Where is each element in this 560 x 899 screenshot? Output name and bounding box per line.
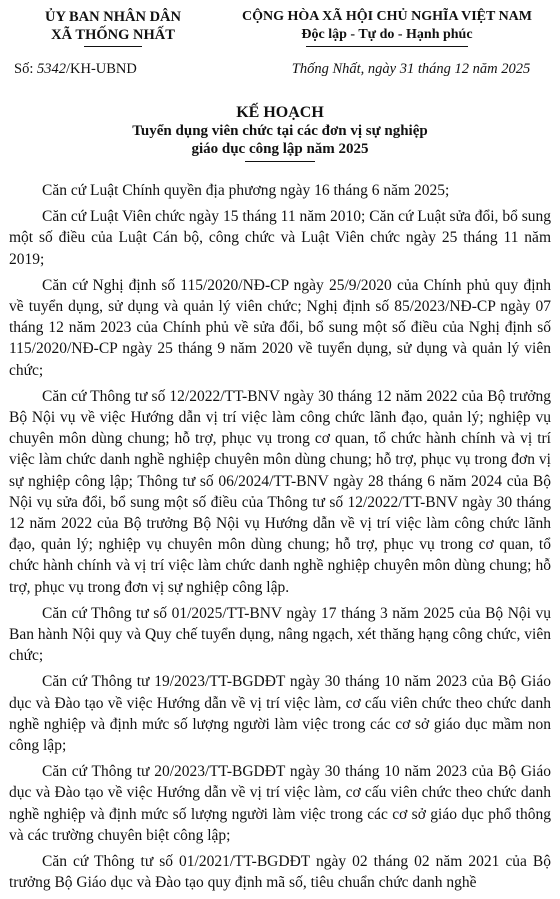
document-type-heading: KẾ HOẠCH <box>236 104 324 121</box>
motto: Độc lập - Tự do - Hạnh phúc <box>301 27 473 42</box>
document-number-suffix: /KH-UBND <box>65 61 137 77</box>
title-line2: giáo dục công lập năm 2025 <box>191 141 369 157</box>
legal-basis-paragraph: Căn cứ Luật Chính quyền địa phương ngày 16 tháng 6 năm 2025; <box>42 182 450 199</box>
document-body <box>9 180 551 899</box>
document-number-prefix: Số: <box>14 61 37 77</box>
agency-name-line2: XÃ THỐNG NHẤT <box>51 27 175 43</box>
legal-basis-paragraph: Căn cứ Luật Viên chức ngày 15 tháng 11 năm 2010; Căn cứ Luật sửa đổi, bổ sung một số điều của Luật Cán bộ, công chức và Luật Viên chức ngày 25 tháng 11 năm 2019; <box>9 208 551 268</box>
national-motto-block <box>222 8 552 47</box>
legal-basis-paragraph: Căn cứ Thông tư số 01/2021/TT-BGDĐT ngày 02 tháng 02 năm 2021 của Bộ trưởng Bộ Giáo dục và Đào tạo quy định mã số, tiêu chuẩn chức danh nghề <box>9 853 551 892</box>
nation-name: CỘNG HÒA XÃ HỘI CHỦ NGHĨA VIỆT NAM <box>241 9 532 24</box>
document-number <box>14 60 137 78</box>
legal-basis-paragraph: Căn cứ Nghị định số 115/2020/NĐ-CP ngày 25/9/2020 của Chính phủ quy định về tuyển dụng, sử dụng và quản lý viên chức; Nghị định số 85/2023/NĐ-CP ngày 07 tháng 12 năm 2023 của Chính phủ về sửa đổi, bổ sung một số điều của Nghị định số 115/2020/NĐ-CP ngày 25 tháng 9 năm 2020 về tuyển dụng, sử dụng và quản lý viên chức; <box>9 276 551 379</box>
agency-name-line1: ỦY BAN NHÂN DÂN <box>44 9 181 25</box>
legal-basis-paragraph: Căn cứ Thông tư 19/2023/TT-BGDĐT ngày 30 tháng 10 năm 2023 của Bộ Giáo dục và Đào tạo về việc Hướng dẫn về vị trí việc làm, cơ cấu viên chức theo chức danh nghề nghiệp và định mức số lượng người làm việc trong các cơ sở giáo dục mầm non công lập; <box>9 673 551 755</box>
motto-underline <box>306 46 468 47</box>
issuing-agency-block <box>8 8 218 47</box>
title-underline <box>245 161 315 162</box>
document-number-handwritten: 5342 <box>36 61 66 77</box>
place-and-date: Thống Nhất, ngày 31 tháng 12 năm 2025 <box>291 61 531 77</box>
legal-basis-paragraph: Căn cứ Thông tư 20/2023/TT-BGDĐT ngày 30 tháng 10 năm 2023 của Bộ Giáo dục và Đào tạo về việc Hướng dẫn về vị trí việc làm, cơ cấu viên chức theo chức danh nghề nghiệp và định mức số lượng người làm việc trong các cơ sở giáo dục phổ thông và các trường chuyên biệt công lập; <box>9 763 551 844</box>
document-title-block <box>0 103 560 162</box>
title-line1: Tuyển dụng viên chức tại các đơn vị sự nghiệp <box>132 123 428 139</box>
agency-underline <box>84 46 142 47</box>
legal-basis-paragraph: Căn cứ Thông tư số 01/2025/TT-BNV ngày 17 tháng 3 năm 2025 của Bộ Nội vụ Ban hành Nội quy và Quy chế tuyển dụng, nâng ngạch, xét thăng hạng công chức, viên chức; <box>9 604 551 665</box>
legal-basis-paragraph: Căn cứ Thông tư số 12/2022/TT-BNV ngày 30 tháng 12 năm 2022 của Bộ trưởng Bộ Nội vụ về việc Hướng dẫn vị trí việc làm công chức lãnh đạo, quản lý; nghiệp vụ chuyên môn dùng chung; hỗ trợ, phục vụ trong cơ quan, tổ chức hành chính và vị trí việc làm chức danh nghề nghiệp chuyên môn dùng chung; hỗ trợ, phục vụ trong đơn vị sự nghiệp công lập; Thông tư số 06/2024/TT-BNV ngày 28 tháng 6 năm 2024 của Bộ Nội vụ sửa đổi, bổ sung một số điều của Thông tư số 12/2022/TT-BNV ngày 30 tháng 12 năm 2022 của Bộ trưởng Bộ Nội vụ Hướng dẫn về vị trí việc làm công chức lãnh đạo, quản lý; nghiệp vụ chuyên môn dùng chung; hỗ trợ, phục vụ trong cơ quan, tổ chức hành chính và vị trí việc làm chức danh nghề nghiệp chuyên môn dùng chung; hỗ trợ, phục vụ trong đơn vị sự nghiệp công lập. <box>9 387 551 596</box>
